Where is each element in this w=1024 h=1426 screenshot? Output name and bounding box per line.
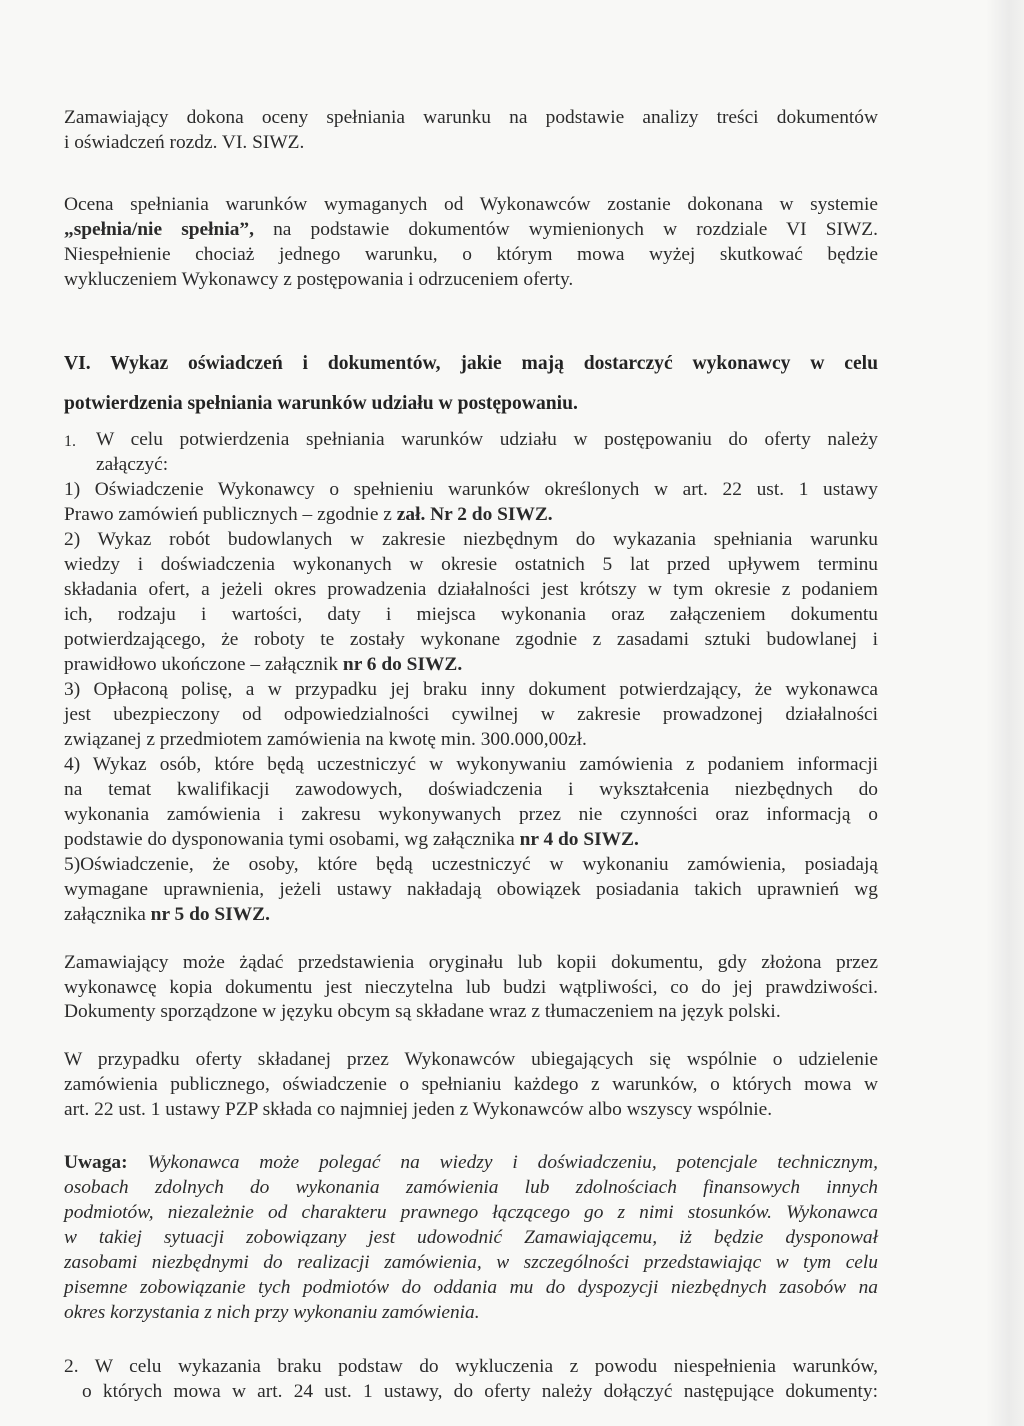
note-line5: zasobami niezbędnymi do realizacji zamówienia, w szczególności przedstawiając w tym celu (64, 1252, 878, 1273)
para1-line2: i oświadczeń rozdz. VI. SIWZ. (64, 132, 305, 153)
sub1-line2 (64, 503, 553, 527)
sub4-attachment-ref: nr 4 do SIWZ. (519, 829, 639, 850)
sub1-line1: 1) Oświadczenie Wykonawcy o spełnieniu warunków określonych w art. 22 ust. 1 ustawy (64, 479, 878, 500)
sub2-line4: ich, rodzaju i wartości, daty i miejsca wykonania oraz załączeniem dokumentu (64, 604, 878, 625)
para4-line3: art. 22 ust. 1 ustawy PZP składa co najmniej jeden z Wykonawców albo wszyscy wspólnie. (64, 1099, 773, 1120)
item1-line1: W celu potwierdzenia spełniania warunków udziału w postępowaniu do oferty należy (96, 429, 878, 450)
sub1-attachment-ref: zał. Nr 2 do SIWZ. (396, 504, 553, 525)
note-line1 (64, 1151, 878, 1175)
para3-line1: Zamawiający może żądać przedstawienia oryginału lub kopii dokumentu, gdy złożona przez (64, 952, 878, 973)
sub4-line3: wykonania zamówienia i zakresu wykonywanych przez nie czynności oraz informacją o (64, 804, 878, 825)
para4-line2: zamówienia publicznego, oświadczenie o spełnianiu każdego z warunków, o których mowa w (64, 1074, 878, 1095)
sub4-line2: na temat kwalifikacji zawodowych, doświadczenia i wykształcenia niezbędnych do (64, 779, 878, 800)
para2-line2-rest: na podstawie dokumentów wymienionych w rozdziale VI SIWZ. (253, 219, 878, 240)
para4-line1: W przypadku oferty składanej przez Wykonawców ubiegających się wspólnie o udzielenie (64, 1049, 878, 1070)
note-line3: podmiotów, niezależnie od charakteru prawnego łączącego go z nimi stosunków. Wykonawca (64, 1202, 878, 1223)
para2-line2 (64, 218, 878, 242)
section-heading-line1: VI. Wykaz oświadczeń i dokumentów, jakie mają dostarczyć wykonawcy w celu (64, 353, 878, 374)
item1-number: 1. (64, 433, 76, 450)
para2-bold-term: „spełnia/nie spełnia”, (64, 219, 254, 240)
note-label: Uwaga: (64, 1152, 128, 1173)
para2-line1: Ocena spełniania warunków wymaganych od Wykonawców zostanie dokonana w systemie (64, 194, 878, 215)
sub2-line2: wiedzy i doświadczenia wykonanych w okresie ostatnich 5 lat przed upływem terminu (64, 554, 878, 575)
sub2-line5: potwierdzającego, że roboty te zostały wykonane zgodnie z zasadami sztuki budowlanej i (64, 629, 878, 650)
sub5-line3 (64, 903, 270, 927)
sub3-line1: 3) Opłaconą polisę, a w przypadku jej braku inny dokument potwierdzający, że wykonawca (64, 679, 878, 700)
sub5-line1: 5)Oświadczenie, że osoby, które będą uczestniczyć w wykonaniu zamówienia, posiadają (64, 854, 878, 875)
sub1-line2-text: Prawo zamówień publicznych – zgodnie z (64, 504, 397, 525)
sub2-line3: składania ofert, a jeżeli okres prowadzenia działalności jest krótszy w tym okresie z podaniem (64, 579, 878, 600)
sub2-line6 (64, 653, 462, 677)
sub5-line3-text: załącznika (64, 904, 151, 925)
note-line2: osobach zdolnych do wykonania zamówienia lub zdolnościach finansowych innych (64, 1177, 878, 1198)
sub3-line2: jest ubezpieczony od odpowiedzialności cywilnej w zakresie prowadzonej działalności (64, 704, 878, 725)
item1-line2: załączyć: (96, 454, 169, 475)
note-line1-text: Wykonawca może polegać na wiedzy i doświadczeniu, potencjale technicznym, (127, 1152, 878, 1173)
sub2-line1: 2) Wykaz robót budowlanych w zakresie niezbędnym do wykazania spełniania warunku (64, 529, 878, 550)
note-line7: okres korzystania z nich przy wykonaniu zamówienia. (64, 1302, 480, 1323)
note-line6: pisemne zobowiązanie tych podmiotów do oddania mu do dyspozycji niezbędnych zasobów na (64, 1277, 878, 1298)
para3-line2: wykonawcę kopia dokumentu jest nieczytelna lub budzi wątpliwości, co do jej prawdziwości. (64, 977, 878, 998)
sub2-attachment-ref: nr 6 do SIWZ. (342, 654, 463, 675)
sub4-line4-text: podstawie do dysponowania tymi osobami, wg załącznika (64, 829, 520, 850)
para3-line3: Dokumenty sporządzone w języku obcym są składane wraz z tłumaczeniem na język polski. (64, 1001, 781, 1022)
sub4-line1: 4) Wykaz osób, które będą uczestniczyć w wykonywaniu zamówienia z podaniem informacji (64, 754, 878, 775)
sub4-line4 (64, 828, 639, 852)
note-line4: w takiej sytuacji zobowiązany jest udowodnić Zamawiającemu, iż będzie dysponował (64, 1227, 878, 1248)
para2-line4: wykluczeniem Wykonawcy z postępowania i odrzuceniem oferty. (64, 269, 574, 290)
item2-line1: 2. W celu wykazania braku podstaw do wykluczenia z powodu niespełnienia warunków, (64, 1356, 878, 1377)
para1-line1: Zamawiający dokona oceny spełniania warunku na podstawie analizy treści dokumentów (64, 107, 878, 128)
sub5-line2: wymagane uprawnienia, jeżeli ustawy nakładają obowiązek posiadania takich uprawnień wg (64, 879, 878, 900)
para2-line3: Niespełnienie chociaż jednego warunku, o którym mowa wyżej skutkować będzie (64, 244, 878, 265)
section-heading-line2: potwierdzenia spełniania warunków udziału w postępowaniu. (64, 393, 578, 414)
sub2-line6-text: prawidłowo ukończone – załącznik (64, 654, 343, 675)
item2-line2: o których mowa w art. 24 ust. 1 ustawy, do oferty należy dołączyć następujące dokumenty: (82, 1381, 878, 1402)
sub3-line3: związanej z przedmiotem zamówienia na kwotę min. 300.000,00zł. (64, 729, 587, 750)
sub5-attachment-ref: nr 5 do SIWZ. (150, 904, 270, 925)
